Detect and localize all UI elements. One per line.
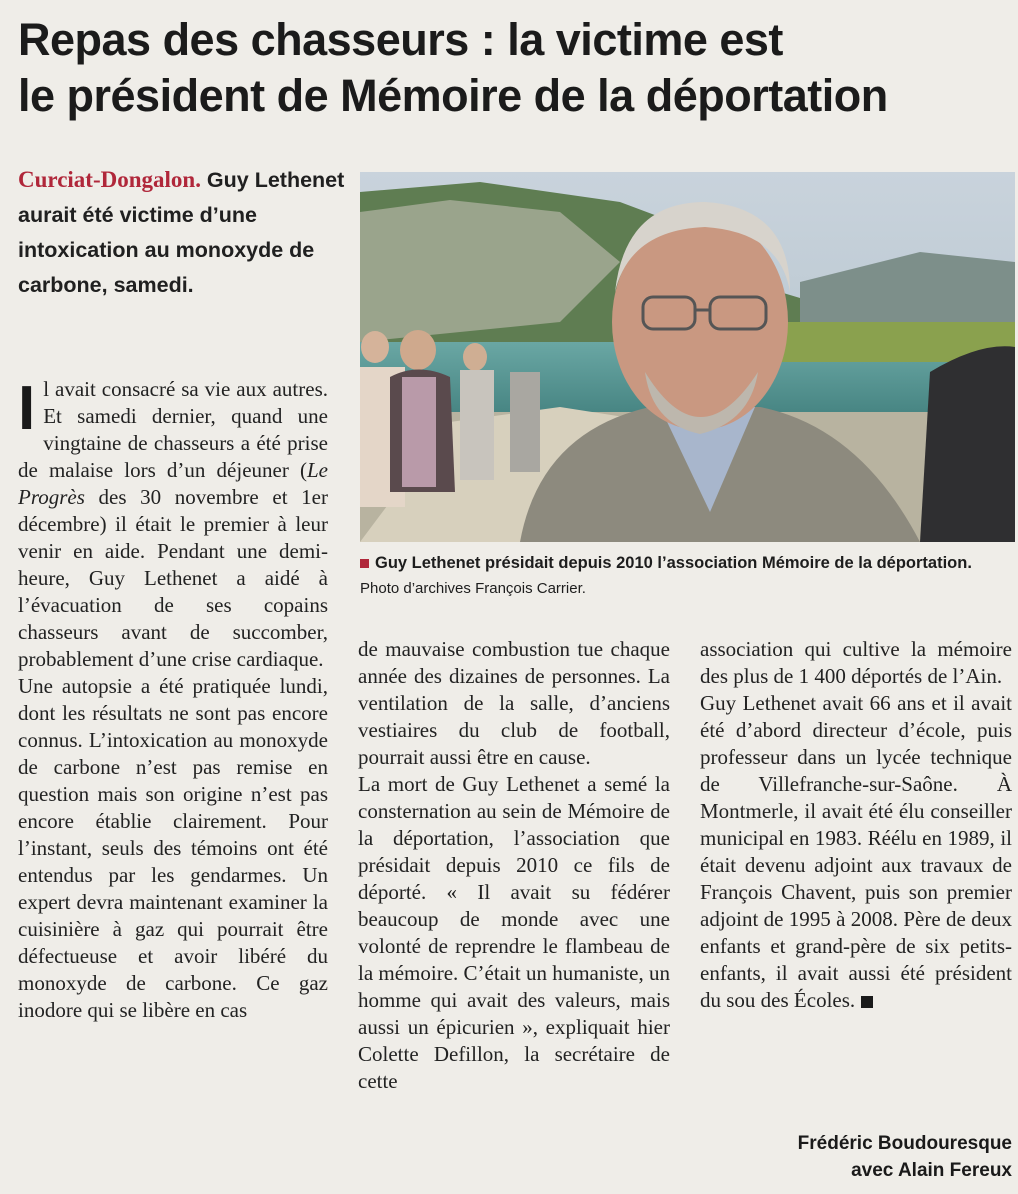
column2-paragraph-2: La mort de Guy Lethenet a semé la consternation au sein de Mémoire de la déportation, l’association que présidait depuis 2010 ce fils de déporté. « Il avait su fédérer beaucoup de monde avec une volonté de reprendre le flambeau de la mémoire. C’était un humaniste, un homme qui avait des valeurs, mais aussi un épicurien », expliquait hier Colette Defillon, la secrétaire de cette bbox=[358, 772, 671, 1093]
column1-p1-end: des 30 novembre et 1er décembre) il était le premier à leur venir en aide. Pendant une demi-heure, Guy Lethenet a aidé à l’évacuation de ses copains chasseurs avant de succomber, probablement d’une crise cardiaque. bbox=[18, 485, 328, 671]
end-of-article-square-icon bbox=[861, 996, 873, 1008]
headline-line-2: le président de Mémoire de la déportation bbox=[18, 70, 888, 121]
lead-text: Guy Lethenet aurait été victime d’une intoxication au monoxyde de carbone, samedi. bbox=[18, 168, 345, 297]
newspaper-reference: Le Progrès bbox=[18, 458, 328, 509]
article-photo bbox=[360, 172, 1015, 542]
column1-paragraph-1 bbox=[18, 376, 328, 673]
article-column-1 bbox=[18, 376, 328, 1024]
byline bbox=[700, 1130, 1012, 1184]
headline bbox=[18, 12, 1008, 124]
caption-bold-text: Guy Lethenet présidait depuis 2010 l’association Mémoire de la déportation. bbox=[375, 554, 972, 572]
author-primary: Frédéric Boudouresque bbox=[797, 1133, 1012, 1154]
column1-p1-start: l avait consacré sa vie aux autres. Et samedi dernier, quand une vingtaine de chasseurs a été prise de malaise lors d’un déjeuner ( bbox=[18, 377, 328, 482]
column2-paragraph-1: de mauvaise combustion tue chaque année des dizaines de personnes. La ventilation de la salle, d’anciens vestiaires du club de football, pourrait aussi être en cause. bbox=[358, 637, 670, 769]
article-column-2 bbox=[358, 636, 670, 1095]
author-secondary: avec Alain Fereux bbox=[851, 1160, 1012, 1181]
column3-paragraph-2 bbox=[700, 690, 1012, 1014]
article-column-3 bbox=[700, 636, 1012, 1014]
photo-caption bbox=[360, 551, 1010, 601]
caption-square-icon bbox=[360, 559, 369, 568]
photo-illustration bbox=[360, 172, 1015, 542]
drop-cap: I bbox=[18, 374, 36, 443]
column3-paragraph-1: association qui cultive la mémoire des plus de 1 400 déportés de l’Ain. bbox=[700, 637, 1012, 688]
column3-p2-text: Guy Lethenet avait 66 ans et il avait été d’abord directeur d’école, puis professeur dans un lycée technique de Villefranche-sur-Saône. À Montmerle, il avait été élu conseiller municipal en 1983. Réélu en 1989, il était devenu adjoint aux travaux de François Chavent, puis son premier adjoint de 1995 à 2008. Père de deux enfants et grand-père de six petits-enfants, il avait aussi été président du sou des Écoles. bbox=[700, 691, 1012, 1012]
dateline-place: Curciat-Dongalon. bbox=[18, 167, 201, 192]
column1-paragraph-2: Une autopsie a été pratiquée lundi, dont les résultats ne sont pas encore connus. L’intoxication au monoxyde de carbone n’est pas remise en question mais son origine n’est pas encore établie clairement. Pour l’instant, seuls des témoins ont été entendus par les gendarmes. Un expert devra maintenant examiner la cuisinière à gaz qui pourrait être défectueuse et avoir libéré du monoxyde de carbone. Ce gaz inodore qui se libère en cas bbox=[18, 674, 328, 1022]
lead-paragraph bbox=[18, 162, 348, 303]
photo-credit: Photo d’archives François Carrier. bbox=[360, 580, 586, 597]
headline-line-1: Repas des chasseurs : la victime est bbox=[18, 14, 783, 65]
